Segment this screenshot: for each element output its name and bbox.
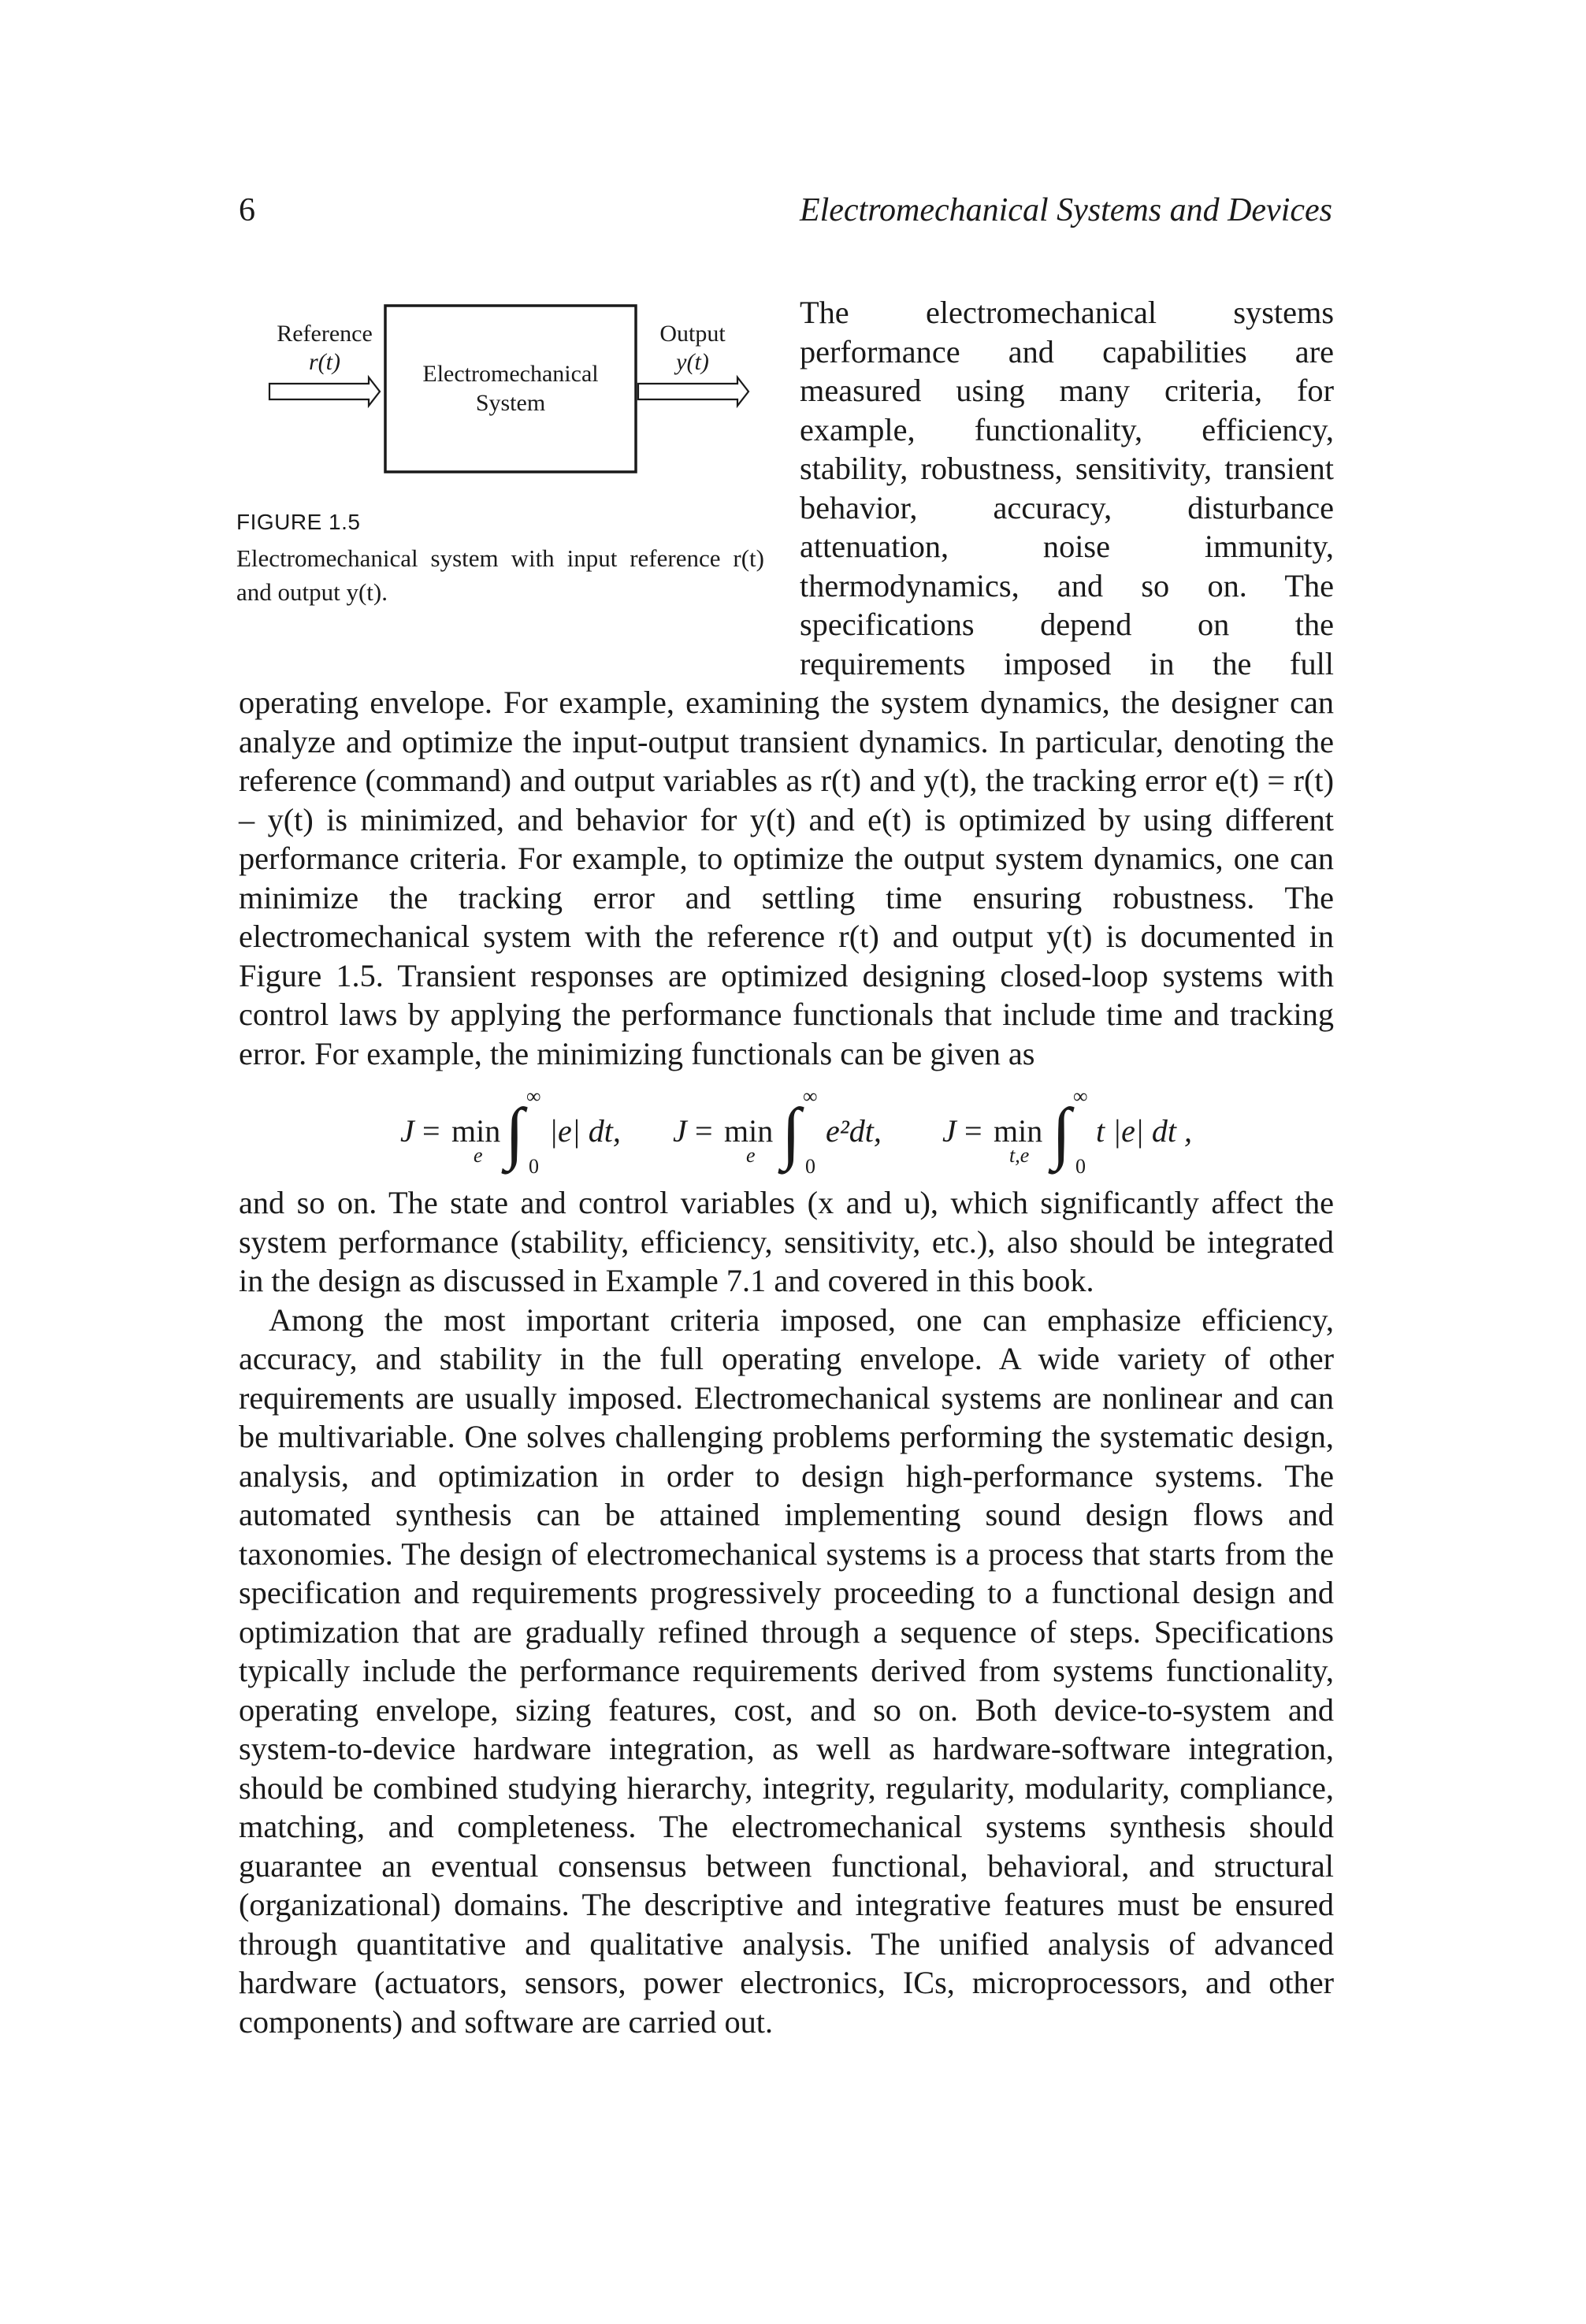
equation-svg bbox=[239, 1073, 1334, 1183]
eq1-equals: = bbox=[422, 1113, 440, 1149]
input-signal: r(t) bbox=[309, 349, 340, 375]
eq2-min: min bbox=[724, 1113, 774, 1149]
eq1-upper: ∞ bbox=[526, 1085, 541, 1108]
paragraph-2: and so on. The state and control variables (x and u), which significantly affect the system performance (stability, efficiency, sensitivity, etc.), also should be integrated in the design as discussed in Example 7.1 and covered in this book. bbox=[239, 1185, 1334, 1298]
input-label: Reference bbox=[277, 321, 373, 347]
body-text bbox=[239, 293, 1334, 2041]
page-number: 6 bbox=[239, 192, 255, 228]
eq2-lower: 0 bbox=[805, 1155, 815, 1178]
eq1-lower: 0 bbox=[529, 1155, 539, 1178]
eq1-integral: ∫ bbox=[505, 1095, 525, 1171]
figure-caption-label: FIGURE 1.5 bbox=[236, 510, 361, 534]
paragraph-1: The electromechanical systems performance and capabilities are measured using many criteria, for example, functionality, efficiency, stability, robustness, sensitivity, transient behavior, accuracy, disturbance attenuation, noise immunity, thermodynamics, and so on. The specifications depend on the requirements imposed in the full operating envelope. For example, examining the system dynamics, the designer can analyze and optimize the input-output transient dynamics. In particular, denoting the reference (command) and output variables as r(t) and y(t), the tracking error e(t) = r(t) – y(t) is minimized, and behavior for y(t) and e(t) is optimized by using different performance criteria. For example, to optimize the output system dynamics, one can minimize the tracking error and settling time ensuring robustness. The electromechanical system with the reference r(t) and output y(t) is documented in Figure 1.5. Transient responses are optimized designing closed-loop systems with control laws by applying the performance functionals that include time and tracking error. For example, the minimizing functionals can be given as bbox=[239, 295, 1334, 1071]
output-signal: y(t) bbox=[676, 349, 709, 375]
eq1-min: min bbox=[451, 1113, 501, 1149]
eq2-upper: ∞ bbox=[803, 1085, 818, 1108]
running-title: Electromechanical Systems and Devices bbox=[799, 192, 1332, 228]
eq2-integral: ∫ bbox=[782, 1095, 801, 1171]
output-label: Output bbox=[659, 321, 726, 347]
figure-caption-text: Electromechanical system with input reference r(t) and output y(t). bbox=[236, 544, 764, 607]
eq2-sub: e bbox=[746, 1144, 756, 1167]
eq3-integral: ∫ bbox=[1052, 1095, 1072, 1171]
block-line-2: System bbox=[475, 390, 546, 416]
eq1-sub: e bbox=[474, 1144, 483, 1167]
block-line-1: Electromechanical bbox=[422, 361, 599, 387]
eq3-sub: t,e bbox=[1009, 1144, 1030, 1167]
eq2-J: J bbox=[673, 1113, 687, 1149]
paragraph-3: Among the most important criteria imposed, one can emphasize efficiency, accuracy, and stability in the full operating envelope. A wide variety of other requirements are usually imposed. Electromechanical systems are nonlinear and can be multivariable. One solves challenging problems performing the systematic design, analysis, and optimization in order to design high-performance systems. The automated synthesis can be attained implementing sound design flows and taxonomies. The design of electromechanical systems is a process that starts from the specification and requirements progressively proceeding to a functional design and optimization that are gradually refined through a sequence of steps. Specifications typically include the performance requirements derived from systems functionality, operating envelope, sizing features, cost, and so on. Both device-to-system and system-to-device hardware integration, as well as hardware-software integration, should be combined studying hierarchy, integrity, regularity, modularity, compliance, matching, and completeness. The electromechanical systems synthesis should guarantee an eventual consensus between functional, behavioral, and structural (organizational) domains. The descriptive and integrative features must be ensured through quantitative and qualitative analysis. The unified analysis of advanced hardware (actuators, sensors, power electronics, ICs, microprocessors, and other components) and software are carried out. bbox=[239, 1301, 1334, 2040]
eq3-lower: 0 bbox=[1075, 1155, 1086, 1178]
eq3-integrand: t |e| dt , bbox=[1096, 1113, 1192, 1149]
figure-float-spacer bbox=[239, 293, 800, 667]
eq3-equals: = bbox=[964, 1113, 982, 1149]
eq2-equals: = bbox=[695, 1113, 713, 1149]
eq3-J: J bbox=[942, 1113, 956, 1149]
eq2-integrand: e²dt, bbox=[826, 1113, 882, 1149]
eq1-J: J bbox=[400, 1113, 414, 1149]
eq1-integrand: |e| dt, bbox=[549, 1113, 621, 1149]
eq3-min: min bbox=[994, 1113, 1043, 1149]
performance-functionals-equation bbox=[239, 1073, 1334, 1183]
eq3-upper: ∞ bbox=[1073, 1085, 1088, 1108]
